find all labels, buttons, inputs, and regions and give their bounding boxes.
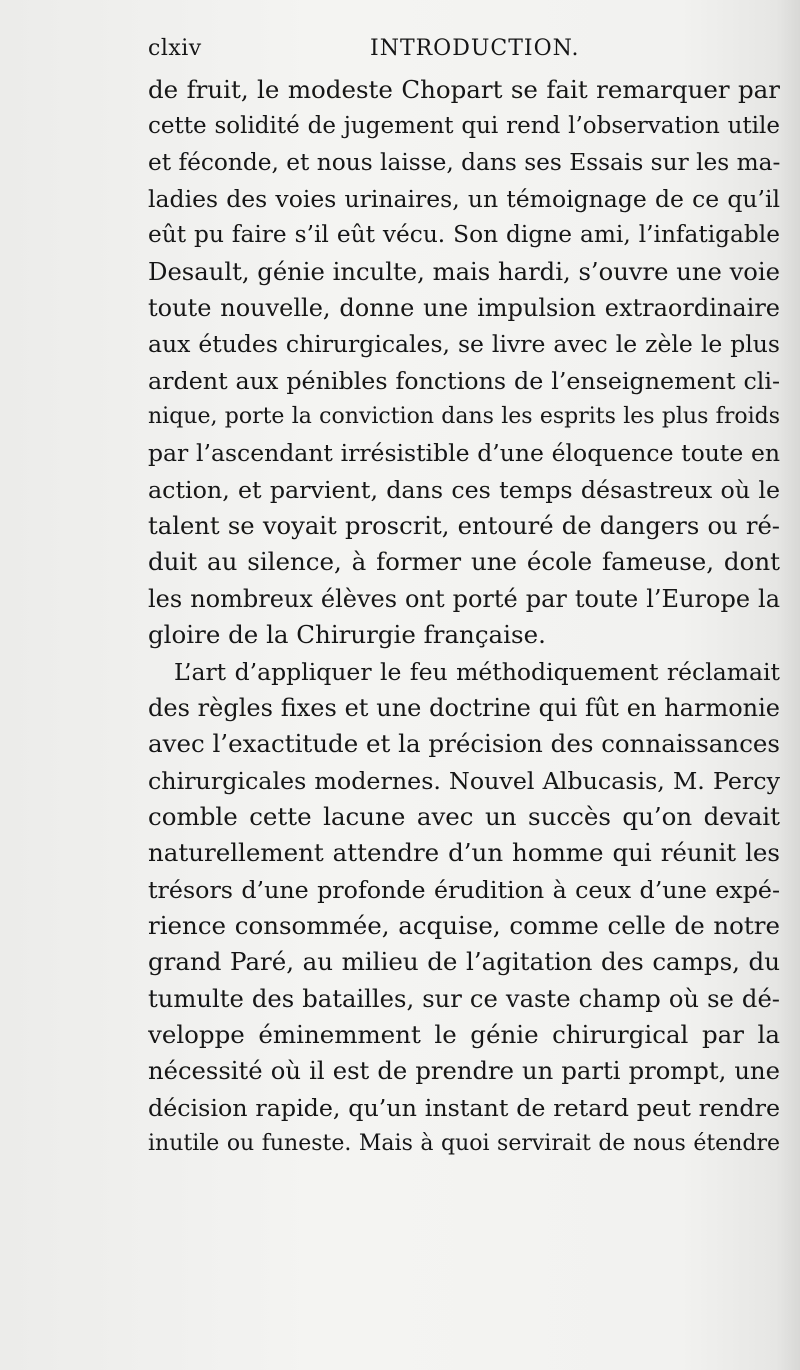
text-line: rience consommée, acquise, comme celle de notre: [148, 910, 780, 940]
body-text: [148, 72, 780, 1162]
page-header: [148, 36, 788, 66]
text-line: naturellement attendre d’un homme qui réunit les: [148, 838, 780, 868]
text-line: trésors d’une profonde érudition à ceux d’une expé-: [148, 875, 780, 904]
text-line: nique, porte la conviction dans les esprits les plus froids: [148, 404, 780, 430]
text-line: cette solidité de jugement qui rend l’observation utile: [148, 113, 780, 140]
text-line: décision rapide, qu’un instant de retard peut rendre: [148, 1093, 780, 1122]
running-title: INTRODUCTION.: [370, 36, 580, 61]
text-line: talent se voyait proscrit, entouré de dangers ou ré-: [148, 511, 780, 541]
text-line: et féconde, et nous laisse, dans ses Essais sur les ma-: [148, 148, 780, 176]
text-line: inutile ou funeste. Mais à quoi servirait de nous étendre: [148, 1130, 780, 1156]
text-line: grand Paré, au milieu de l’agitation des camps, du: [148, 947, 780, 977]
text-line: duit au silence, à former une école fameuse, dont: [148, 547, 780, 577]
text-line: chirurgicales modernes. Nouvel Albucasis, M. Percy: [148, 766, 780, 795]
text-line: les nombreux élèves ont porté par toute l’Europe la: [148, 584, 780, 613]
text-line: avec l’exactitude et la précision des connaissances: [148, 729, 780, 759]
text-line: veloppe éminemment le génie chirurgical par la: [148, 1019, 780, 1049]
text-line: ardent aux pénibles fonctions de l’enseignement cli-: [148, 366, 780, 395]
text-line: toute nouvelle, donne une impulsion extraordinaire: [148, 294, 780, 323]
text-line: action, et parvient, dans ces temps désastreux où le: [148, 475, 780, 504]
text-line: eût pu faire s’il eût vécu. Son digne ami, l’infatigable: [148, 221, 780, 249]
text-line: ladies des voies urinaires, un témoignage de ce qu’il: [148, 185, 780, 214]
text-line: par l’ascendant irrésistible d’une éloquence toute en: [148, 439, 780, 468]
text-line: L’art d’appliquer le feu méthodiquement réclamait: [174, 657, 780, 686]
paragraph-2: [148, 654, 780, 1163]
text-line: de fruit, le modeste Chopart se fait remarquer par: [148, 75, 780, 104]
text-line: comble cette lacune avec un succès qu’on devait: [148, 801, 780, 831]
text-line: gloire de la Chirurgie française.: [148, 620, 546, 650]
text-line: tumulte des batailles, sur ce vaste champ où se dé-: [148, 983, 780, 1013]
paragraph-1: [148, 72, 780, 654]
text-line: des règles fixes et une doctrine qui fût en harmonie: [148, 693, 780, 722]
page-number: clxiv: [148, 36, 202, 61]
text-line: Desault, génie inculte, mais hardi, s’ouvre une voie: [148, 256, 780, 286]
text-line: aux études chirurgicales, se livre avec le zèle le plus: [148, 330, 780, 359]
text-line: nécessité où il est de prendre un parti prompt, une: [148, 1056, 780, 1086]
